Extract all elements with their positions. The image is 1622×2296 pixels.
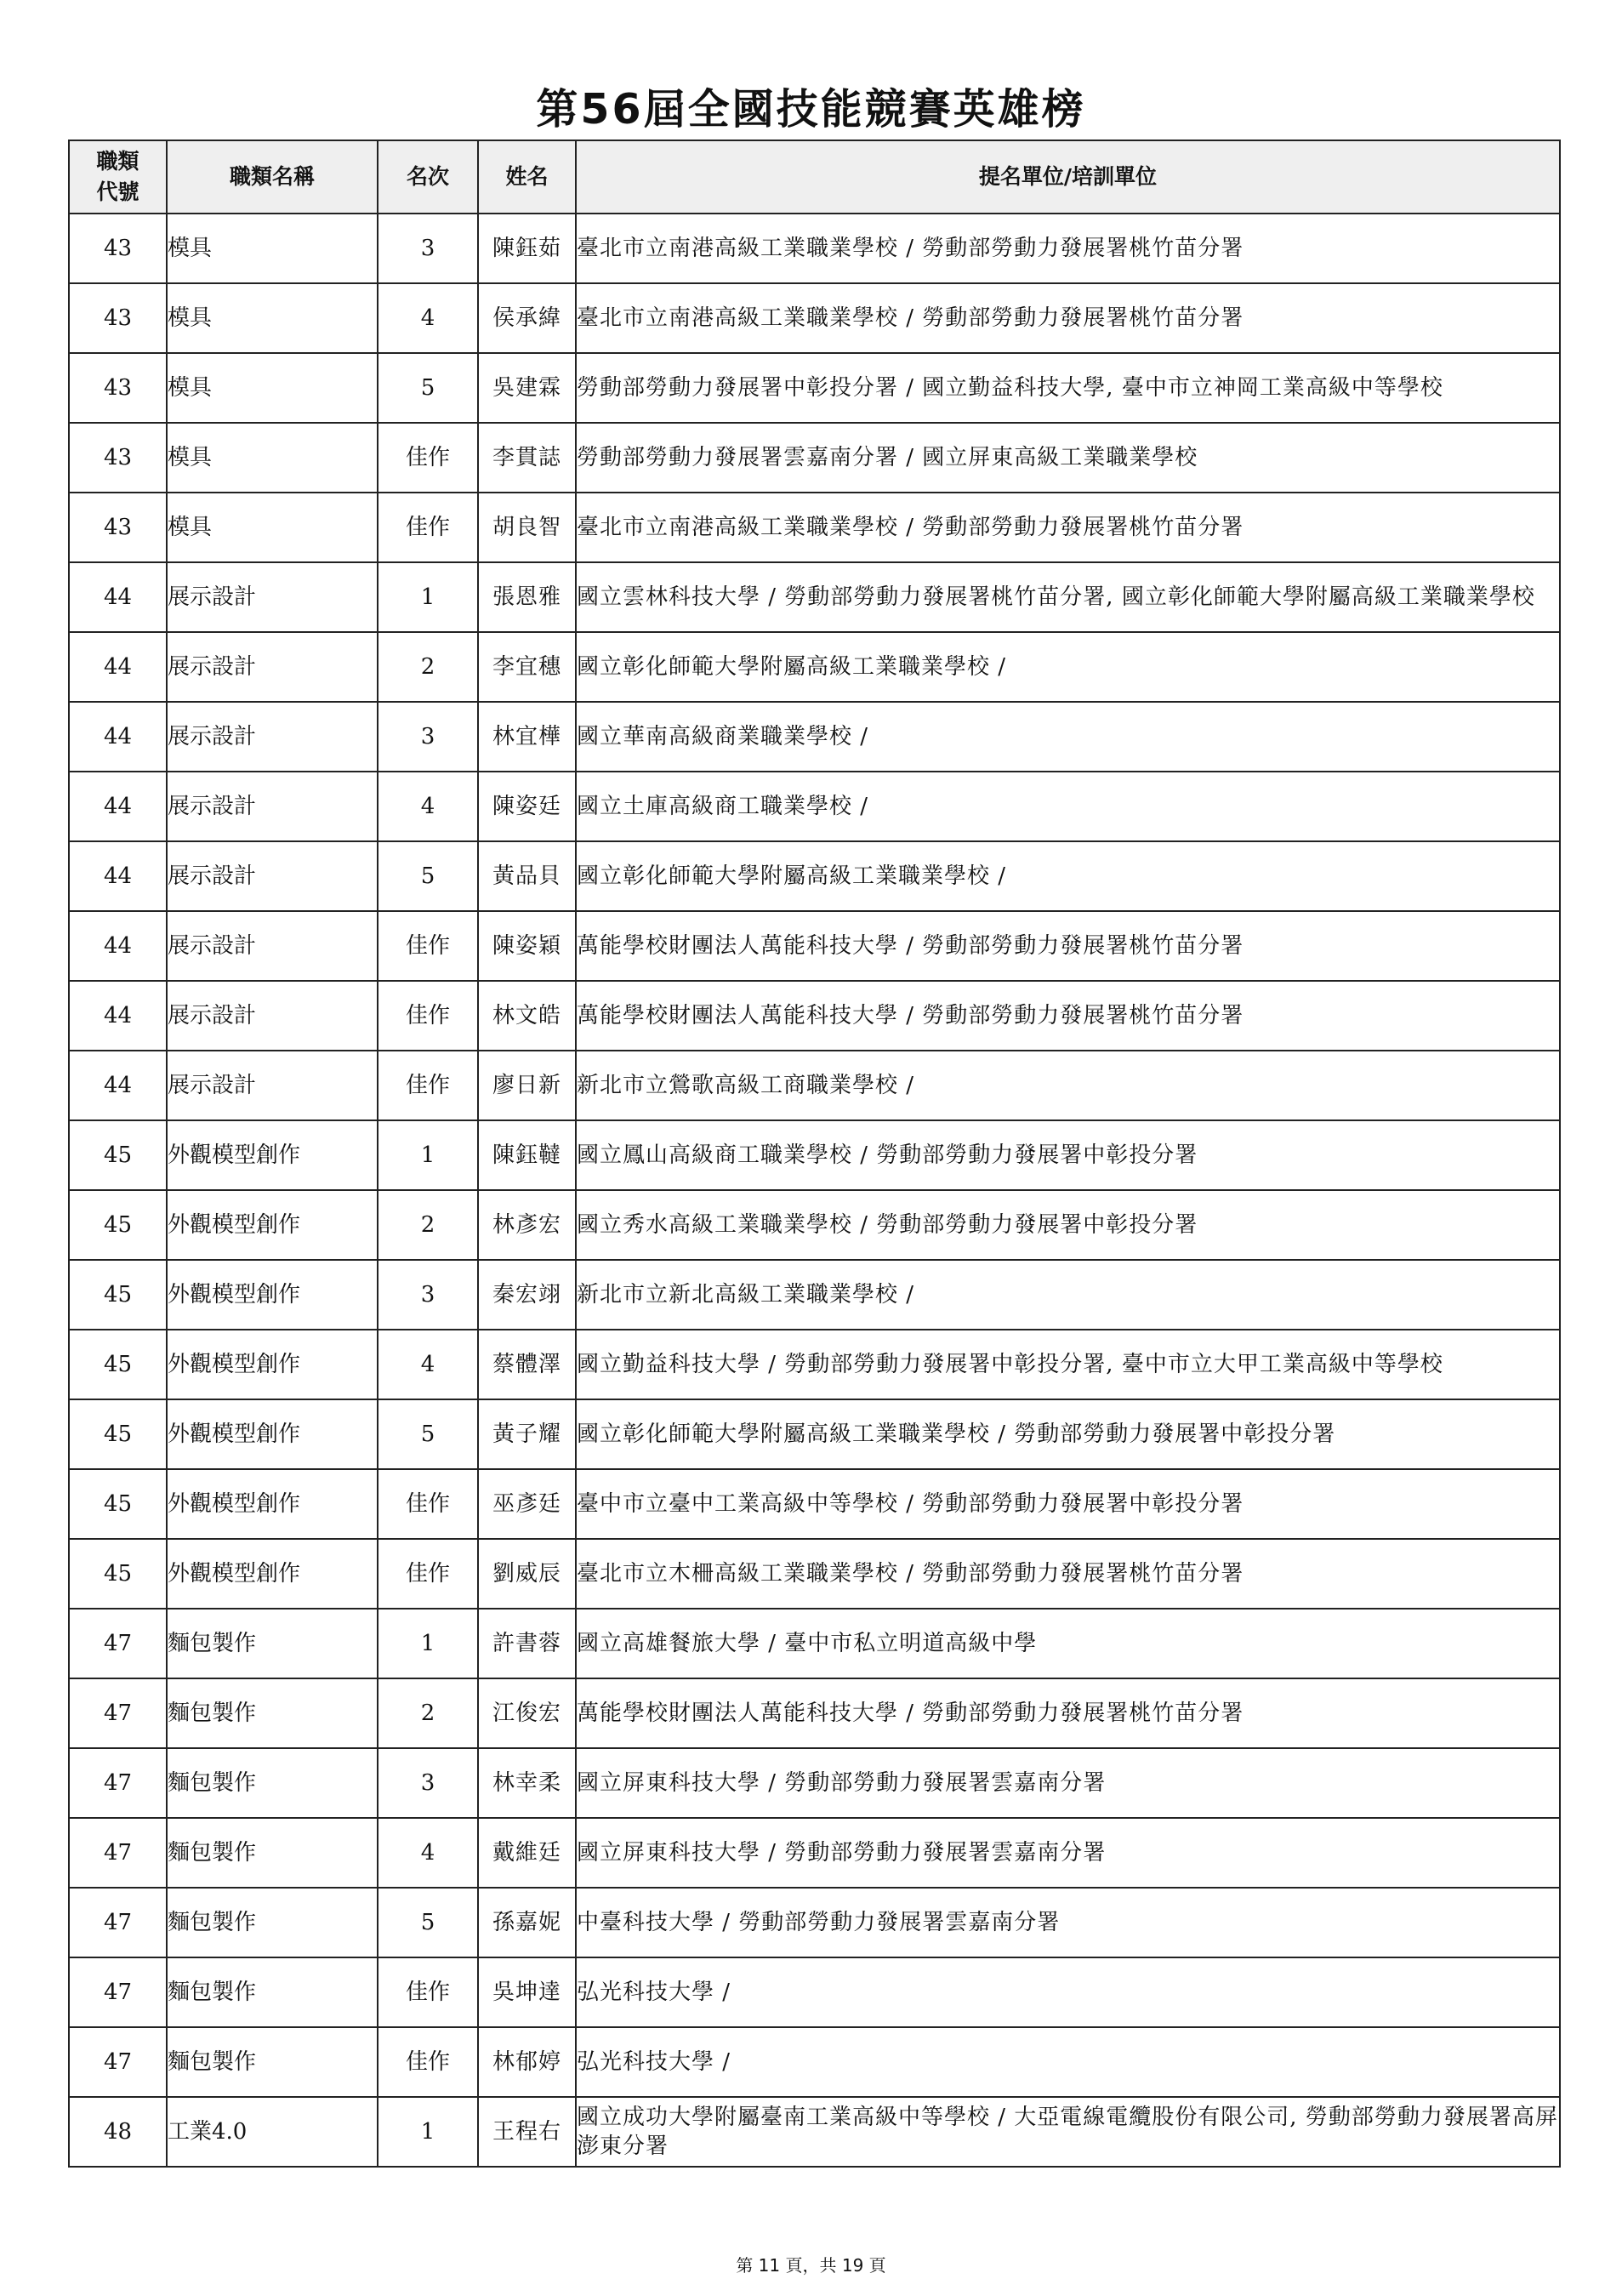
cell-name: 孫嘉妮 (478, 1888, 576, 1957)
cell-name: 李宜穗 (478, 632, 576, 702)
cell-name: 林宜樺 (478, 702, 576, 772)
cell-job: 模具 (167, 353, 378, 423)
table-row (69, 981, 1560, 1051)
cell-code: 45 (69, 1399, 167, 1469)
cell-unit: 國立高雄餐旅大學 / 臺中市私立明道高級中學 (576, 1609, 1560, 1678)
cell-code: 43 (69, 493, 167, 562)
table-row (69, 1678, 1560, 1748)
cell-name: 巫彥廷 (478, 1469, 576, 1539)
cell-job: 外觀模型創作 (167, 1260, 378, 1330)
cell-name: 林文皓 (478, 981, 576, 1051)
cell-unit: 國立雲林科技大學 / 勞動部勞動力發展署桃竹苗分署, 國立彰化師範大學附屬高級工業職業學校 (576, 562, 1560, 632)
cell-code: 43 (69, 214, 167, 283)
cell-rank: 2 (378, 632, 478, 702)
table-row (69, 1609, 1560, 1678)
cell-job: 外觀模型創作 (167, 1399, 378, 1469)
cell-unit: 國立屏東科技大學 / 勞動部勞動力發展署雲嘉南分署 (576, 1818, 1560, 1888)
page-title: 第56屆全國技能競賽英雄榜 (536, 85, 1086, 134)
cell-rank: 佳作 (378, 423, 478, 493)
cell-rank: 1 (378, 1120, 478, 1190)
cell-job: 模具 (167, 283, 378, 353)
cell-job: 展示設計 (167, 911, 378, 981)
cell-job: 麵包製作 (167, 2027, 378, 2097)
cell-unit: 勞動部勞動力發展署雲嘉南分署 / 國立屏東高級工業職業學校 (576, 423, 1560, 493)
cell-unit: 國立彰化師範大學附屬高級工業職業學校 / 勞動部勞動力發展署中彰投分署 (576, 1399, 1560, 1469)
cell-name: 蔡體澤 (478, 1330, 576, 1399)
cell-code: 45 (69, 1330, 167, 1399)
cell-rank: 1 (378, 562, 478, 632)
cell-rank: 5 (378, 1399, 478, 1469)
table-row (69, 1748, 1560, 1818)
table-row (69, 702, 1560, 772)
header-code-line2: 代號 (96, 179, 139, 204)
cell-code: 47 (69, 2027, 167, 2097)
cell-name: 陳鈺韃 (478, 1120, 576, 1190)
header-name: 姓名 (478, 140, 576, 214)
cell-unit: 國立土庫高級商工職業學校 / (576, 772, 1560, 841)
cell-job: 展示設計 (167, 632, 378, 702)
header-unit: 提名單位/培訓單位 (576, 140, 1560, 214)
table-row (69, 772, 1560, 841)
cell-unit: 新北市立鶯歌高級工商職業學校 / (576, 1051, 1560, 1120)
table-row (69, 1120, 1560, 1190)
cell-code: 47 (69, 1888, 167, 1957)
table-row (69, 1469, 1560, 1539)
cell-rank: 1 (378, 2097, 478, 2167)
cell-unit: 國立彰化師範大學附屬高級工業職業學校 / (576, 841, 1560, 911)
table-row (69, 214, 1560, 283)
cell-job: 外觀模型創作 (167, 1120, 378, 1190)
cell-unit: 弘光科技大學 / (576, 2027, 1560, 2097)
cell-name: 胡良智 (478, 493, 576, 562)
table-row (69, 1888, 1560, 1957)
cell-code: 45 (69, 1190, 167, 1260)
cell-job: 麵包製作 (167, 1748, 378, 1818)
cell-rank: 5 (378, 841, 478, 911)
table-row (69, 423, 1560, 493)
cell-code: 44 (69, 981, 167, 1051)
cell-code: 44 (69, 702, 167, 772)
cell-code: 44 (69, 562, 167, 632)
cell-job: 展示設計 (167, 562, 378, 632)
cell-unit: 萬能學校財團法人萬能科技大學 / 勞動部勞動力發展署桃竹苗分署 (576, 981, 1560, 1051)
cell-code: 47 (69, 1748, 167, 1818)
cell-unit: 國立勤益科技大學 / 勞動部勞動力發展署中彰投分署, 臺中市立大甲工業高級中等學校 (576, 1330, 1560, 1399)
cell-job: 麵包製作 (167, 1678, 378, 1748)
cell-rank: 佳作 (378, 1469, 478, 1539)
cell-code: 47 (69, 1818, 167, 1888)
cell-rank: 佳作 (378, 1051, 478, 1120)
cell-unit: 新北市立新北高級工業職業學校 / (576, 1260, 1560, 1330)
cell-rank: 4 (378, 1330, 478, 1399)
cell-job: 外觀模型創作 (167, 1469, 378, 1539)
cell-rank: 佳作 (378, 981, 478, 1051)
table-header-row (69, 140, 1560, 214)
cell-job: 展示設計 (167, 981, 378, 1051)
table-row (69, 2097, 1560, 2167)
cell-rank: 5 (378, 1888, 478, 1957)
cell-job: 展示設計 (167, 1051, 378, 1120)
cell-unit: 弘光科技大學 / (576, 1957, 1560, 2027)
cell-unit: 萬能學校財團法人萬能科技大學 / 勞動部勞動力發展署桃竹苗分署 (576, 1678, 1560, 1748)
cell-name: 侯承緯 (478, 283, 576, 353)
cell-rank: 佳作 (378, 911, 478, 981)
cell-rank: 3 (378, 1748, 478, 1818)
cell-code: 43 (69, 423, 167, 493)
cell-code: 45 (69, 1469, 167, 1539)
cell-name: 林郁婷 (478, 2027, 576, 2097)
table-row (69, 1260, 1560, 1330)
cell-rank: 佳作 (378, 1957, 478, 2027)
page-footer: 第 11 頁，共 19 頁 (736, 2255, 886, 2276)
cell-job: 展示設計 (167, 702, 378, 772)
header-code (69, 140, 167, 214)
cell-code: 47 (69, 1957, 167, 2027)
cell-unit: 勞動部勞動力發展署中彰投分署 / 國立勤益科技大學, 臺中市立神岡工業高級中等學校 (576, 353, 1560, 423)
cell-job: 展示設計 (167, 841, 378, 911)
header-rank: 名次 (378, 140, 478, 214)
cell-code: 43 (69, 283, 167, 353)
cell-unit: 臺北市立南港高級工業職業學校 / 勞動部勞動力發展署桃竹苗分署 (576, 283, 1560, 353)
cell-code: 45 (69, 1260, 167, 1330)
table-row (69, 1957, 1560, 2027)
cell-name: 黃子耀 (478, 1399, 576, 1469)
cell-name: 吳坤達 (478, 1957, 576, 2027)
cell-rank: 佳作 (378, 2027, 478, 2097)
table-row (69, 841, 1560, 911)
cell-name: 林幸柔 (478, 1748, 576, 1818)
cell-name: 廖日新 (478, 1051, 576, 1120)
cell-job: 麵包製作 (167, 1818, 378, 1888)
roster-table (68, 140, 1561, 2168)
cell-job: 外觀模型創作 (167, 1539, 378, 1609)
cell-name: 許書蓉 (478, 1609, 576, 1678)
cell-job: 麵包製作 (167, 1957, 378, 2027)
cell-job: 模具 (167, 423, 378, 493)
cell-job: 展示設計 (167, 772, 378, 841)
cell-rank: 3 (378, 1260, 478, 1330)
cell-unit: 國立成功大學附屬臺南工業高級中等學校 / 大亞電線電纜股份有限公司, 勞動部勞動力發展署高屏澎東分署 (576, 2097, 1560, 2167)
table-row (69, 1399, 1560, 1469)
table-body (69, 214, 1560, 2167)
cell-unit: 國立鳳山高級商工職業學校 / 勞動部勞動力發展署中彰投分署 (576, 1120, 1560, 1190)
cell-name: 陳姿穎 (478, 911, 576, 981)
table-row (69, 1818, 1560, 1888)
cell-unit: 萬能學校財團法人萬能科技大學 / 勞動部勞動力發展署桃竹苗分署 (576, 911, 1560, 981)
cell-name: 戴維廷 (478, 1818, 576, 1888)
cell-unit: 國立彰化師範大學附屬高級工業職業學校 / (576, 632, 1560, 702)
cell-job: 外觀模型創作 (167, 1330, 378, 1399)
cell-code: 47 (69, 1678, 167, 1748)
table-row (69, 1190, 1560, 1260)
cell-job: 外觀模型創作 (167, 1190, 378, 1260)
cell-name: 李貫誌 (478, 423, 576, 493)
cell-rank: 4 (378, 772, 478, 841)
cell-name: 陳姿廷 (478, 772, 576, 841)
cell-code: 45 (69, 1120, 167, 1190)
cell-rank: 4 (378, 1818, 478, 1888)
cell-rank: 3 (378, 702, 478, 772)
cell-name: 王程右 (478, 2097, 576, 2167)
cell-name: 江俊宏 (478, 1678, 576, 1748)
cell-unit: 臺中市立臺中工業高級中等學校 / 勞動部勞動力發展署中彰投分署 (576, 1469, 1560, 1539)
cell-unit: 中臺科技大學 / 勞動部勞動力發展署雲嘉南分署 (576, 1888, 1560, 1957)
cell-code: 48 (69, 2097, 167, 2167)
cell-rank: 2 (378, 1678, 478, 1748)
cell-name: 秦宏翊 (478, 1260, 576, 1330)
table-row (69, 632, 1560, 702)
table-row (69, 493, 1560, 562)
cell-name: 黃品貝 (478, 841, 576, 911)
cell-code: 44 (69, 1051, 167, 1120)
table-row (69, 911, 1560, 981)
cell-code: 43 (69, 353, 167, 423)
table-row (69, 353, 1560, 423)
cell-unit: 國立屏東科技大學 / 勞動部勞動力發展署雲嘉南分署 (576, 1748, 1560, 1818)
cell-rank: 3 (378, 214, 478, 283)
cell-unit: 國立華南高級商業職業學校 / (576, 702, 1560, 772)
table-row (69, 283, 1560, 353)
table-row (69, 1330, 1560, 1399)
cell-unit: 臺北市立南港高級工業職業學校 / 勞動部勞動力發展署桃竹苗分署 (576, 214, 1560, 283)
cell-rank: 佳作 (378, 1539, 478, 1609)
table-row (69, 2027, 1560, 2097)
cell-name: 吳建霖 (478, 353, 576, 423)
header-job: 職類名稱 (167, 140, 378, 214)
cell-unit: 臺北市立南港高級工業職業學校 / 勞動部勞動力發展署桃竹苗分署 (576, 493, 1560, 562)
header-code-line1: 職類 (96, 149, 139, 174)
cell-name: 林彥宏 (478, 1190, 576, 1260)
table-row (69, 1051, 1560, 1120)
cell-job: 模具 (167, 493, 378, 562)
cell-rank: 2 (378, 1190, 478, 1260)
cell-code: 44 (69, 911, 167, 981)
cell-unit: 臺北市立木柵高級工業職業學校 / 勞動部勞動力發展署桃竹苗分署 (576, 1539, 1560, 1609)
cell-rank: 1 (378, 1609, 478, 1678)
cell-code: 45 (69, 1539, 167, 1609)
cell-name: 劉威辰 (478, 1539, 576, 1609)
table-row (69, 1539, 1560, 1609)
cell-name: 張恩雅 (478, 562, 576, 632)
cell-rank: 佳作 (378, 493, 478, 562)
cell-rank: 5 (378, 353, 478, 423)
table-row (69, 562, 1560, 632)
cell-code: 47 (69, 1609, 167, 1678)
cell-code: 44 (69, 632, 167, 702)
cell-job: 模具 (167, 214, 378, 283)
cell-name: 陳鈺茹 (478, 214, 576, 283)
cell-unit: 國立秀水高級工業職業學校 / 勞動部勞動力發展署中彰投分署 (576, 1190, 1560, 1260)
cell-job: 工業4.0 (167, 2097, 378, 2167)
cell-code: 44 (69, 841, 167, 911)
cell-code: 44 (69, 772, 167, 841)
cell-job: 麵包製作 (167, 1888, 378, 1957)
cell-job: 麵包製作 (167, 1609, 378, 1678)
cell-rank: 4 (378, 283, 478, 353)
